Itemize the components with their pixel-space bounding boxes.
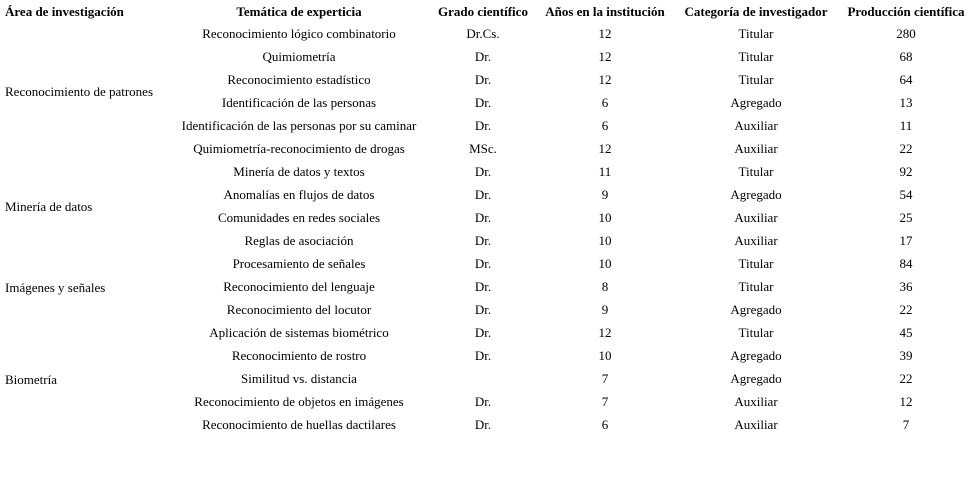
cell-grado: Dr. (474, 187, 492, 202)
cell-anos: 6 (601, 118, 609, 133)
cell-produccion: 22 (899, 141, 913, 156)
cell-produccion: 280 (896, 26, 916, 41)
cell-anos: 10 (598, 256, 612, 271)
cell-tematica: Anomalías en flujos de datos (223, 187, 375, 202)
cell-grado: Dr. (474, 72, 492, 87)
cell-categoria: Auxiliar (734, 210, 778, 225)
cell-produccion: 45 (899, 325, 913, 340)
cell-produccion: 22 (899, 371, 913, 386)
cell-produccion: 11 (899, 118, 913, 133)
header-produccion: Producción científica (847, 4, 965, 19)
cell-grado: Dr. (474, 279, 492, 294)
cell-categoria: Auxiliar (734, 141, 778, 156)
cell-tematica: Quimiometría-reconocimiento de drogas (193, 141, 405, 156)
cell-tematica: Quimiometría (262, 49, 336, 64)
cell-grado: Dr. (474, 118, 492, 133)
cell-grado: Dr. (474, 325, 492, 340)
cell-grado: Dr. (474, 49, 492, 64)
cell-tematica: Procesamiento de señales (232, 256, 366, 271)
cell-categoria: Agregado (730, 302, 782, 317)
cell-anos: 10 (598, 233, 612, 248)
cell-produccion: 36 (899, 279, 913, 294)
cell-categoria: Titular (738, 279, 774, 294)
header-area: Área de investigación (5, 4, 124, 19)
cell-anos: 9 (601, 302, 609, 317)
cell-produccion: 84 (899, 256, 913, 271)
cell-tematica: Reconocimiento de objetos en imágenes (194, 394, 404, 409)
cell-grado: Dr. (474, 417, 492, 432)
cell-categoria: Agregado (730, 348, 782, 363)
cell-anos: 6 (601, 95, 609, 110)
cell-categoria: Titular (738, 26, 774, 41)
cell-tematica: Comunidades en redes sociales (217, 210, 381, 225)
area-label: Biometría (5, 372, 57, 387)
cell-tematica: Similitud vs. distancia (241, 371, 357, 386)
cell-grado: Dr. (474, 302, 492, 317)
cell-categoria: Titular (738, 325, 774, 340)
cell-tematica: Minería de datos y textos (233, 164, 365, 179)
cell-tematica: Reconocimiento del locutor (226, 302, 372, 317)
cell-categoria: Auxiliar (734, 417, 778, 432)
cell-categoria: Agregado (730, 371, 782, 386)
cell-tematica: Identificación de las personas (221, 95, 377, 110)
cell-categoria: Auxiliar (734, 394, 778, 409)
cell-categoria: Auxiliar (734, 233, 778, 248)
area-label: Reconocimiento de patrones (5, 84, 154, 99)
cell-categoria: Titular (738, 49, 774, 64)
cell-produccion: 54 (899, 187, 913, 202)
cell-anos: 6 (601, 417, 609, 432)
cell-grado: Dr. (474, 348, 492, 363)
cell-grado: Dr. (474, 164, 492, 179)
cell-categoria: Titular (738, 72, 774, 87)
cell-tematica: Reglas de asociación (244, 233, 354, 248)
cell-categoria: Titular (738, 256, 774, 271)
cell-anos: 10 (598, 210, 612, 225)
cell-grado: Dr. (474, 95, 492, 110)
header-categoria: Categoría de investigador (684, 4, 828, 19)
cell-tematica: Identificación de las personas por su caminar (181, 118, 417, 133)
header-grado: Grado científico (438, 4, 528, 19)
cell-anos: 12 (598, 141, 612, 156)
cell-anos: 12 (598, 26, 612, 41)
cell-categoria: Agregado (730, 187, 782, 202)
cell-produccion: 13 (899, 95, 913, 110)
cell-anos: 8 (601, 279, 609, 294)
cell-tematica: Reconocimiento estadístico (227, 72, 371, 87)
cell-grado: Dr.Cs. (466, 26, 500, 41)
cell-produccion: 64 (899, 72, 913, 87)
cell-tematica: Reconocimiento del lenguaje (223, 279, 375, 294)
cell-tematica: Reconocimiento lógico combinatorio (202, 26, 396, 41)
cell-produccion: 68 (899, 49, 913, 64)
cell-anos: 12 (598, 72, 612, 87)
cell-produccion: 17 (899, 233, 913, 248)
header-anos: Años en la institución (545, 4, 665, 19)
cell-produccion: 39 (899, 348, 913, 363)
cell-anos: 12 (598, 49, 612, 64)
cell-grado: Dr. (474, 256, 492, 271)
cell-anos: 7 (601, 394, 609, 409)
cell-grado: MSc. (469, 141, 497, 156)
cell-anos: 11 (598, 164, 612, 179)
cell-anos: 10 (598, 348, 612, 363)
cell-categoria: Titular (738, 164, 774, 179)
cell-categoria: Auxiliar (734, 118, 778, 133)
cell-anos: 9 (601, 187, 609, 202)
cell-tematica: Reconocimiento de rostro (231, 348, 367, 363)
header-tematica: Temática de experticia (236, 4, 362, 19)
cell-produccion: 22 (899, 302, 913, 317)
cell-categoria: Agregado (730, 95, 782, 110)
cell-anos: 12 (598, 325, 612, 340)
cell-grado: Dr. (474, 233, 492, 248)
cell-grado: Dr. (474, 394, 492, 409)
cell-tematica: Reconocimiento de huellas dactilares (202, 417, 396, 432)
cell-grado: Dr. (474, 210, 492, 225)
cell-produccion: 92 (899, 164, 913, 179)
cell-tematica: Aplicación de sistemas biométrico (209, 325, 389, 340)
cell-anos: 7 (601, 371, 609, 386)
area-label: Imágenes y señales (5, 280, 106, 295)
area-label: Minería de datos (5, 199, 93, 214)
cell-produccion: 12 (899, 394, 913, 409)
cell-produccion: 7 (902, 417, 910, 432)
cell-produccion: 25 (899, 210, 913, 225)
